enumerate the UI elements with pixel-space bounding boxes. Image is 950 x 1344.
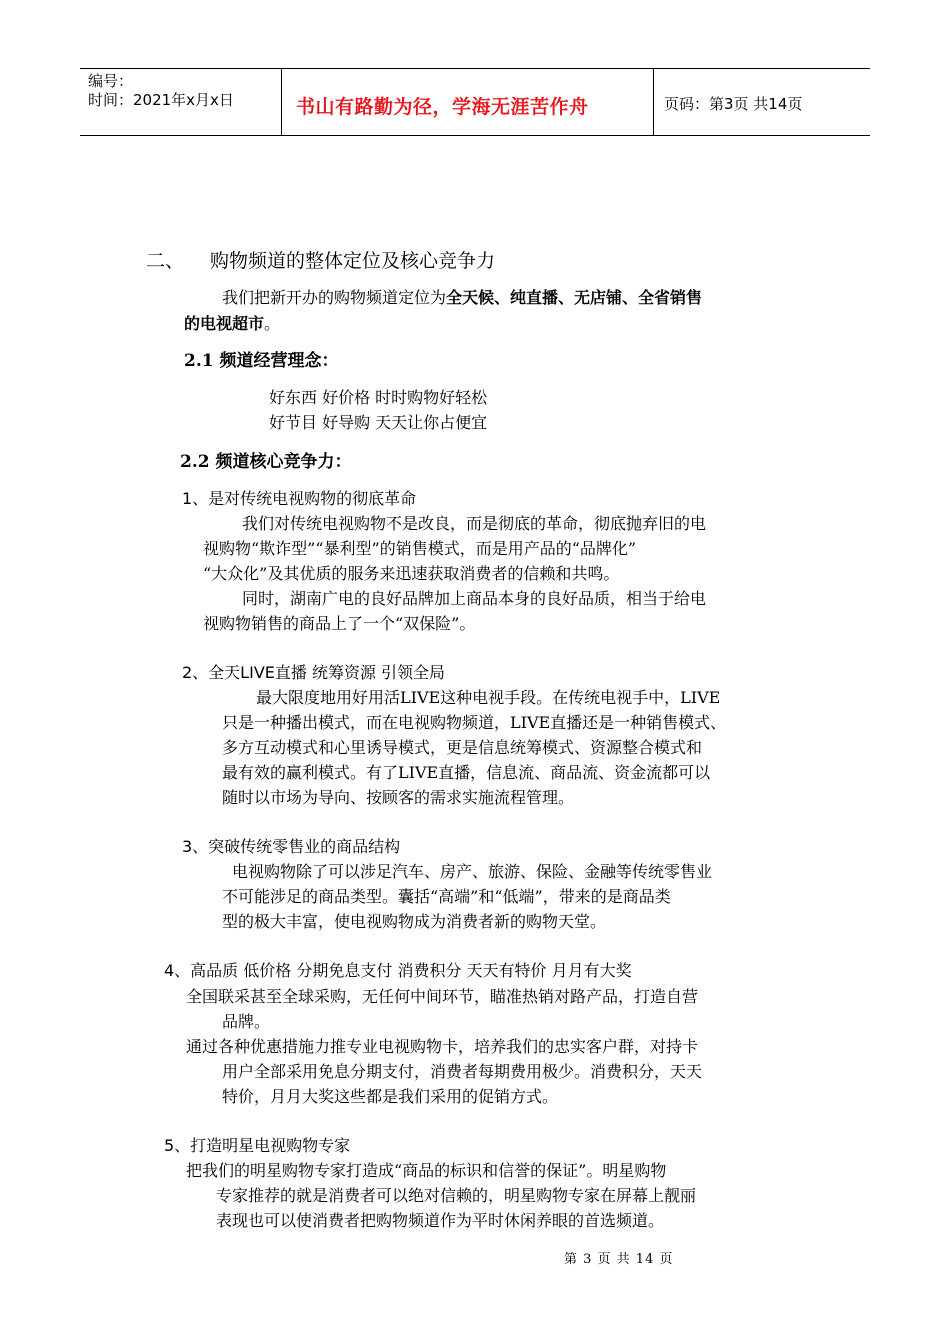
item-4-line: 品牌。 (222, 1012, 271, 1031)
header-top-rule (80, 68, 870, 69)
item-1-line: 视购物销售的商品上了一个“双保险”。 (203, 614, 476, 633)
item-2-title: 2、全天LIVE直播 统筹资源 引领全局 (182, 663, 446, 682)
item-5-line: 专家推荐的就是消费者可以绝对信赖的，明星购物专家在屏幕上靓丽 (216, 1186, 697, 1205)
item-4-line: 全国联采甚至全球采购，无任何中间环节，瞄准热销对路产品，打造自营 (186, 987, 699, 1006)
item-5-line: 把我们的明星购物专家打造成“商品的标识和信誉的保证”。明星购物 (186, 1161, 667, 1180)
item-2-line: 最有效的赢利模式。有了LIVE直播，信息流、商品流、资金流都可以 (222, 763, 711, 782)
item-3-line: 不可能涉足的商品类型。囊括“高端”和“低端”，带来的是商品类 (222, 887, 671, 906)
intro-bold-1: 全天候、纯直播、无店铺、全省销售 (446, 288, 703, 307)
item-4-line: 特价，月月大奖这些都是我们采用的促销方式。 (222, 1087, 559, 1106)
intro-bold-2: 的电视超市 (184, 314, 265, 333)
page-indicator: 页码：第3页 共14页 (664, 95, 803, 113)
slogan-line-2: 好节目 好导购 天天让你占便宜 (269, 413, 488, 432)
header-bottom-rule (80, 135, 870, 136)
document-number: 编号： (88, 72, 134, 90)
item-2-line: 最大限度地用好用活LIVE这种电视手段。在传统电视手中，LIVE (256, 688, 721, 707)
item-5-title: 5、打造明星电视购物专家 (164, 1136, 351, 1155)
document-date: 时间：2021年x月x日 (88, 91, 234, 109)
intro-prefix: 我们把新开办的购物频道定位为 (222, 288, 447, 307)
item-4-title: 4、高品质 低价格 分期免息支付 消费积分 天天有特价 月月有大奖 (164, 961, 632, 980)
item-3-line: 电视购物除了可以涉足汽车、房产、旅游、保险、金融等传统零售业 (232, 862, 713, 881)
item-1-title: 1、是对传统电视购物的彻底革命 (182, 489, 417, 508)
item-5-line: 表现也可以使消费者把购物频道作为平时休闲养眼的首选频道。 (216, 1211, 665, 1230)
intro-line-2 (184, 311, 280, 334)
item-3-title: 3、突破传统零售业的商品结构 (182, 837, 401, 856)
page-footer: 第 3 页 共 14 页 (564, 1252, 674, 1267)
item-4-line: 用户全部采用免息分期支付，消费者每期费用极少。消费积分，天天 (222, 1062, 703, 1081)
item-2-line: 只是一种播出模式，而在电视购物频道，LIVE直播还是一种销售模式、 (222, 713, 727, 732)
item-4-line: 通过各种优惠措施力推专业电视购物卡，培养我们的忠实客户群，对持卡 (186, 1037, 699, 1056)
item-2-line: 多方互动模式和心里诱导模式，更是信息统筹模式、资源整合模式和 (222, 738, 703, 757)
header-divider-1 (281, 68, 282, 136)
item-1-line: 视购物“欺诈型”“暴利型”的销售模式，而是用产品的“品牌化” (203, 539, 637, 558)
section-number: 二、 (146, 250, 185, 272)
subsection-2-2-title: 2.2 频道核心竞争力： (180, 452, 352, 472)
item-3-line: 型的极大丰富，使电视购物成为消费者新的购物天堂。 (222, 912, 607, 931)
intro-line-1 (222, 285, 702, 308)
section-title: 购物频道的整体定位及核心竞争力 (210, 250, 496, 272)
header-divider-2 (653, 68, 654, 136)
intro-suffix: 。 (264, 314, 281, 333)
item-1-line: 同时，湖南广电的良好品牌加上商品本身的良好品质，相当于给电 (242, 589, 707, 608)
item-2-line: 随时以市场为导向、按顾客的需求实施流程管理。 (222, 788, 575, 807)
item-1-line: “大众化”及其优质的服务来迅速获取消费者的信赖和共鸣。 (203, 564, 620, 583)
header-motto: 书山有路勤为径，学海无涯苦作舟 (296, 96, 589, 118)
item-1-line: 我们对传统电视购物不是改良，而是彻底的革命，彻底抛弃旧的电 (242, 514, 707, 533)
slogan-line-1: 好东西 好价格 时时购物好轻松 (269, 388, 488, 407)
subsection-2-1-title: 2.1 频道经营理念： (184, 351, 339, 371)
